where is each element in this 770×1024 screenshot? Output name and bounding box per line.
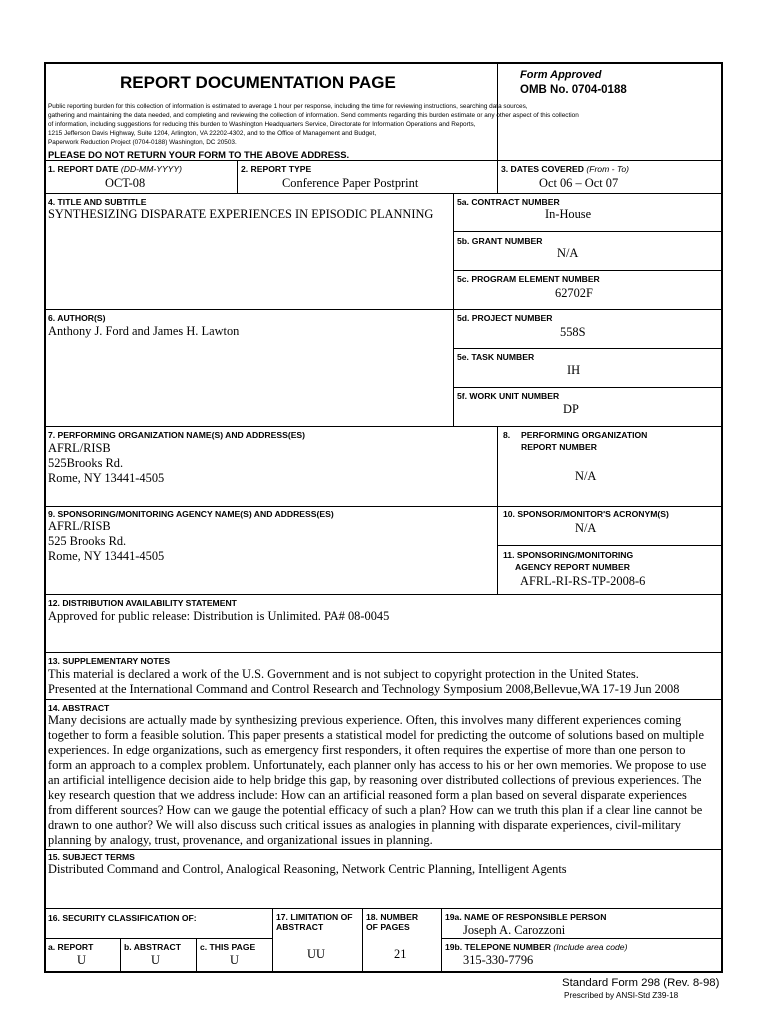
agency-report-label: 11. SPONSORING/MONITORING [503,550,634,560]
task-number-value: IH [567,363,581,377]
authors-label: 6. AUTHOR(S) [48,313,106,323]
dates-covered-value: Oct 06 – Oct 07 [539,176,619,190]
abstract-line: Many decisions are actually made by synthesizing previous experience. Often, this involves many different experiences coming [48,713,682,727]
program-element-label: 5c. PROGRAM ELEMENT NUMBER [457,274,600,284]
prescribed-by: Prescribed by ANSI-Std Z39-18 [564,991,679,1000]
subject-terms-value: Distributed Command and Control, Analogical Reasoning, Network Centric Planning, Intelligent Agents [48,862,567,876]
responsible-person-value: Joseph A. Carozzoni [463,923,566,937]
omb-number: OMB No. 0704-0188 [520,84,627,96]
title-label: 4. TITLE AND SUBTITLE [48,197,147,207]
report-classification-label: a. REPORT [48,942,94,952]
distribution-value: Approved for public release: Distribution is Unlimited. PA# 08-0045 [48,609,390,623]
standard-form-number: Standard Form 298 (Rev. 8-98) [562,977,720,989]
performing-report-value: N/A [575,469,597,483]
authors-value: Anthony J. Ford and James H. Lawton [48,324,240,338]
sponsoring-agency-line: 525 Brooks Rd. [48,534,127,548]
performing-org-line: 525Brooks Rd. [48,456,124,470]
sponsoring-agency-line: AFRL/RISB [48,519,111,533]
abstract-classification-value: U [151,953,160,967]
agency-report-value: AFRL-RI-RS-TP-2008-6 [520,574,646,588]
title-value: SYNTHESIZING DISPARATE EXPERIENCES IN EPISODIC PLANNING [48,207,434,221]
responsible-person-label: 19a. NAME OF RESPONSIBLE PERSON [445,912,607,922]
limitation-value: UU [307,947,325,961]
number-of-pages-value: 21 [394,947,407,961]
grant-number-value: N/A [557,246,579,260]
security-classification-label: 16. SECURITY CLASSIFICATION OF: [48,913,197,923]
performing-org-line: AFRL/RISB [48,441,111,455]
sponsoring-agency-line: Rome, NY 13441-4505 [48,549,165,563]
abstract-line: key research question that we address include: How can an artificial reasoned form a plan based on several disparate experiences [48,788,687,802]
abstract-line: form an approach to a complex problem. Unfortunately, each planner only has access to his or her own memories. We propose to use [48,758,707,772]
number-of-pages-label: OF PAGES [366,922,410,932]
project-number-value: 558S [560,325,586,339]
telephone-label: 19b. TELEPONE NUMBER (Include area code) [445,942,628,952]
performing-org-line: Rome, NY 13441-4505 [48,471,165,485]
burden-line: Public reporting burden for this collection of information is estimated to average 1 hour per response, including the time for reviewing instructions, searching data sources, [48,103,528,110]
contract-number-value: In-House [545,207,592,221]
page-classification-label: c. THIS PAGE [200,942,256,952]
work-unit-label: 5f. WORK UNIT NUMBER [457,391,560,401]
limitation-label: ABSTRACT [276,922,324,932]
telephone-value: 315-330-7796 [463,953,534,967]
report-type-value: Conference Paper Postprint [282,176,419,190]
sponsor-acronym-label: 10. SPONSOR/MONITOR'S ACRONYM(S) [503,509,669,519]
form-approved-text: Form Approved [520,69,602,81]
abstract-line: an artificial intelligence decision aide to help bridge this gap, by reasoning over distributed collections of previous experiences. The [48,773,702,787]
abstract-line: together to form a feasible solution. This paper presents a statistical model for predicting the outcome of solutions based on multiple [48,728,704,742]
abstract-line: drawn to one author? We will also discuss such critical issues as analogies in planning with disparate experiences, civil-military [48,818,681,832]
report-date-label: 1. REPORT DATE (DD-MM-YYYY) [48,164,183,174]
subject-terms-label: 15. SUBJECT TERMS [48,852,135,862]
burden-line: 1215 Jefferson Davis Highway, Suite 1204, Arlington, VA 22202-4302, and to the Office of Management and Budget, [48,130,377,137]
sponsor-acronym-value: N/A [575,521,597,535]
limitation-label: 17. LIMITATION OF [276,912,353,922]
report-classification-value: U [77,953,86,967]
page-classification-value: U [230,953,239,967]
work-unit-value: DP [563,402,579,416]
contract-number-label: 5a. CONTRACT NUMBER [457,197,560,207]
burden-line: gathering and maintaining the data needed, and completing and reviewing the collection of information. Send comments regarding this burden estimate or any other aspect of this collection [48,112,579,119]
burden-line: Paperwork Reduction Project (0704-0188) Washington, DC 20503. [48,139,237,146]
dates-covered-label: 3. DATES COVERED (From - To) [501,164,629,174]
grant-number-label: 5b. GRANT NUMBER [457,236,543,246]
abstract-classification-label: b. ABSTRACT [124,942,181,952]
abstract-label: 14. ABSTRACT [48,703,110,713]
program-element-value: 62702F [555,286,593,300]
performing-report-label: PERFORMING ORGANIZATION [521,430,648,440]
distribution-label: 12. DISTRIBUTION AVAILABILITY STATEMENT [48,598,237,608]
abstract-line: from different sources? How can we gauge the potential efficacy of such a plan? How can we truth this plan if a clear line cannot be [48,803,703,817]
supplementary-label: 13. SUPPLEMENTARY NOTES [48,656,171,666]
report-date-value: OCT-08 [105,176,146,190]
supplementary-line: Presented at the International Command and Control Research and Technology Symposium 2008,Bellevue,WA 17-19 Jun 2008 [48,682,680,696]
sponsoring-agency-label: 9. SPONSORING/MONITORING AGENCY NAME(S) AND ADDRESS(ES) [48,509,334,519]
abstract-line: planning by analogy, trust, provenance, and organizational issues in planning. [48,833,433,847]
burden-line: of information, including suggestions for reducing this burden to Washington Headquarters Service, Directorate for Information Operations and Reports, [48,121,476,128]
performing-org-label: 7. PERFORMING ORGANIZATION NAME(S) AND ADDRESS(ES) [48,430,306,440]
number-of-pages-label: 18. NUMBER [366,912,419,922]
project-number-label: 5d. PROJECT NUMBER [457,313,553,323]
abstract-line: experiences. In edge organizations, such as emergency first responders, it often requires the expertise of more than one person to [48,743,686,757]
performing-report-label-num: 8. [503,430,511,440]
return-warning: PLEASE DO NOT RETURN YOUR FORM TO THE ABOVE ADDRESS. [48,149,350,160]
report-type-label: 2. REPORT TYPE [241,164,312,174]
agency-report-label: AGENCY REPORT NUMBER [515,562,630,572]
supplementary-line: This material is declared a work of the U.S. Government and is not subject to copyright protection in the United States. [48,667,639,681]
task-number-label: 5e. TASK NUMBER [457,352,535,362]
performing-report-label: REPORT NUMBER [521,442,597,452]
page-title: REPORT DOCUMENTATION PAGE [120,73,396,92]
